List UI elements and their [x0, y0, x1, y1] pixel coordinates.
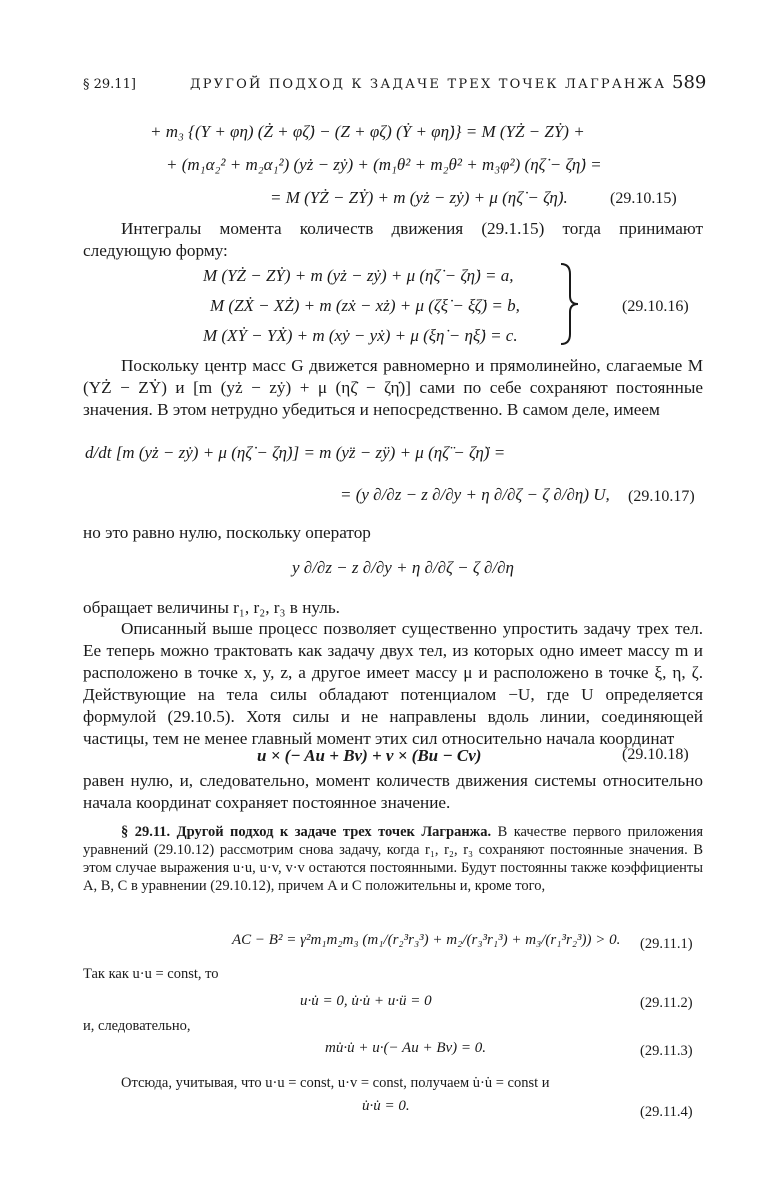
formula-29-10-17-line2: = (y ∂/∂z − z ∂/∂y + η ∂/∂ζ − ζ ∂/∂η) U, — [340, 485, 610, 504]
formula-29-10-15-line3: = M (YŻ − ZẎ) + m (yż − zẏ) + μ (ηζ̇ − ζη̇). — [270, 188, 568, 207]
formula-29-10-16-line3: M (XẎ − YẊ) + m (xẏ − yẋ) + μ (ξη̇ − ηξ̇) = c. — [203, 326, 518, 345]
section-intro-text: В качестве первого приложения уравнений (29.10.12) рассмотрим снова задачу, когда r₁, r₂, r₃ сохраняют постоянные значения. В этом случае выражения u·u, u·v, v·v остаются постоянными. Будут постоянны также коэффициенты A, B, C в уравнении (29.10.12), причем A и C положительны и, кроме того, — [83, 824, 704, 894]
paragraph-hence: Отсюда, учитывая, что u·u = const, u·v = const, получаем u̇·u̇ = const и — [121, 1075, 550, 1091]
equation-number: (29.10.16) — [622, 298, 689, 315]
paragraph-operator-intro: но это равно нулю, поскольку оператор — [83, 523, 371, 542]
formula-29-11-3: mu̇·u̇ + u·(− Au + Bv) = 0. — [325, 1040, 487, 1056]
running-header-title: ДРУГОЙ ПОДХОД К ЗАДАЧЕ ТРЕХ ТОЧЕК ЛАГРАНЖА — [190, 77, 667, 92]
section-29-11-paragraph — [83, 823, 703, 895]
formula-29-11-4: u̇·u̇ = 0. — [362, 1098, 410, 1114]
paragraph-therefore: и, следовательно, — [83, 1018, 191, 1034]
page-number: 589 — [672, 72, 707, 93]
paragraph-two-body-reduction: Описанный выше процесс позволяет существенно упростить задачу трех тел. Ее теперь можно трактовать как задачу двух тел, из которых одно имеет массу m и расположено в точке x, y, z, а другое имеет массу μ и расположено в точке ξ, η, ζ. Действующие на тела силы обладают потенциалом −U, где U определяется формулой (29.10.5). Хотя силы и не направлены вдоль линии, соединяющей частицы, тем не менее главный момент этих сил относительно начала координат — [83, 619, 703, 748]
equation-number: (29.10.17) — [628, 488, 695, 505]
equation-number: (29.11.4) — [640, 1104, 693, 1120]
equation-number: (29.10.15) — [610, 190, 677, 207]
paragraph-center-of-mass: Поскольку центр масс G движется равномерно и прямолинейно, слагаемые M (YŻ − ZẎ) и [m (yż − zẏ) + μ (ηζ̇ − ζη̇)] сами по себе сохраняют постоянные значения. В этом нетрудно убедиться и непосредственно. В самом деле, имеем — [83, 356, 703, 419]
formula-29-10-18: u × (− Au + Bv) + v × (Bu − Cv) — [257, 746, 482, 765]
equation-number: (29.11.1) — [640, 936, 693, 952]
paragraph-operator-result: обращает величины r₁, r₂, r₃ в нуль. — [83, 598, 340, 617]
formula-29-11-1: AC − B² = γ²m₁m₂m₃ (m₁/(r₂³r₃³) + m₂/(r₃³r₁³) + m₃/(r₁³r₂³)) > 0. — [232, 932, 621, 948]
equation-number: (29.11.3) — [640, 1043, 693, 1059]
formula-29-10-17-line1: d/dt [m (yż − zẏ) + μ (ηζ̇ − ζη̇)] = m (yz̈ − zÿ) + μ (ηζ̈ − ζη̈) = — [85, 443, 506, 462]
formula-29-10-15-line2: + (m₁α₂² + m₂α₁²) (yż − zẏ) + (m₁θ² + m₂θ² + m₃φ²) (ηζ̇ − ζη̇) = — [166, 155, 602, 174]
formula-29-10-16-line1: M (YŻ − ZẎ) + m (yż − zẏ) + μ (ηζ̇ − ζη̇) = a, — [203, 266, 514, 285]
paragraph-const-uu: Так как u·u = const, то — [83, 966, 219, 982]
paragraph-moment-conservation: равен нулю, и, следовательно, момент количеств движения системы относительно начала координат сохраняет постоянное значение. — [83, 771, 703, 812]
formula-29-11-2: u·u̇ = 0, u̇·u̇ + u·ü = 0 — [300, 993, 432, 1009]
paragraph-momentum-integrals: Интегралы момента количеств движения (29.1.15) тогда принимают следующую форму: — [83, 219, 703, 260]
right-brace-icon — [558, 262, 582, 346]
formula-operator: y ∂/∂z − z ∂/∂y + η ∂/∂ζ − ζ ∂/∂η — [292, 558, 514, 577]
equation-number: (29.10.18) — [622, 746, 689, 763]
running-header-section: § 29.11] — [83, 77, 136, 92]
section-heading: § 29.11. Другой подход к задаче трех точек Лагранжа. — [121, 824, 492, 840]
formula-29-10-15-line1: + m₃ {(Y + φη) (Ż + φζ̇) − (Z + φζ) (Ẏ + φη̇)} = M (YŻ − ZẎ) + — [150, 122, 585, 141]
formula-29-10-16-line2: M (ZẊ − XŻ) + m (zẋ − xż) + μ (ζξ̇ − ξζ̇) = b, — [210, 296, 520, 315]
equation-number: (29.11.2) — [640, 995, 693, 1011]
